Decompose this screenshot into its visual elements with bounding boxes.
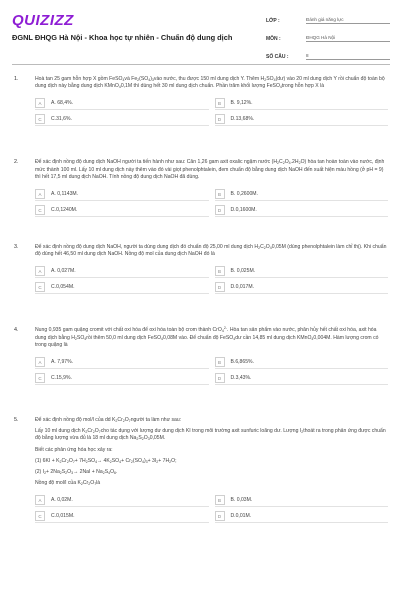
option-text: C.0,054M. xyxy=(51,283,75,290)
answer-option-b[interactable] xyxy=(215,188,389,201)
quizizz-logo: QUIZIZZ xyxy=(12,12,74,29)
option-letter-box: A xyxy=(35,189,45,199)
option-letter-box: D xyxy=(215,511,225,521)
option-letter-box: D xyxy=(215,205,225,215)
meta-value: 8 xyxy=(306,53,390,60)
option-letter-box: B xyxy=(215,495,225,505)
answer-options xyxy=(35,265,388,294)
meta-label: SỐ CÂU : xyxy=(266,54,289,60)
meta-value: ĐHQG Hà Nội xyxy=(306,35,390,42)
question-text: Hoà tan 25 gam hỗn hợp X gồm FeSO$_4$và $Fe_2(SO_4)_3vào$ nước, thu được 150 ml dung dịch Y. Thêm $H_2SO_4(dư)$ vào 20 ml dung dịch Y rồi chuẩn độ toàn bộ dung dịch này bằng dung dịch KMnO$_4$0,1M thì dùng hết 30 ml dung dịch chuẩn. Phần trăm khối lượng FeSO$_4$trong hỗn hợp X là xyxy=(35,76,385,90)
option-letter-box: A xyxy=(35,266,45,276)
option-letter-box: D xyxy=(215,373,225,383)
meta-row xyxy=(266,46,390,60)
option-letter-box: A xyxy=(35,357,45,367)
question-text: Nung 0,935 gam quặng cromit với chất oxi hóa để oxi hóa toàn bộ crom thành CrO$_4^{2-}$. Hòa tan sản phẩm vào nước, phân hủy hết chất oxi hóa, axit hóa dung dịch bằng $H_2SO_4rồi$ thêm 50,0 ml dung dịch FeSO$_4$0,08M vào. Để chuẩn độ FeSO$_4$dư cần 14,85 ml dung dịch KMnO$_4$0,004M. Hàm lượng crom có trong quặng là xyxy=(35,326,379,348)
question-list xyxy=(14,76,388,523)
answer-options xyxy=(35,494,388,523)
question-3 xyxy=(14,244,388,294)
meta-value: Đánh giá năng lực xyxy=(306,17,390,24)
question-5 xyxy=(14,417,388,523)
answer-option-b[interactable] xyxy=(215,265,389,278)
option-text: D.0,1600M. xyxy=(230,206,257,213)
answer-option-a[interactable] xyxy=(35,188,209,201)
answer-option-d[interactable] xyxy=(215,113,389,126)
question-number: 2. xyxy=(14,159,19,166)
option-text: D.3,43%. xyxy=(230,374,252,381)
option-text: B. 0,03M. xyxy=(230,496,253,503)
question-text: Để xác định nồng độ dung dịch NaOH, người ta dùng dung dịch đó chuẩn độ 25,00 ml dung dịch $H_2C_2O_40,05M$ (dùng phenolphtalein làm chỉ thị). Khi chuẩn độ dùng hết 46,50 ml dung dịch NaOH. Nồng độ mol của dung dịch NaOH đó là xyxy=(35,244,387,258)
page-title: ĐGNL ĐHQG Hà Nội - Khoa học tự nhiên - Chuẩn độ dung dịch xyxy=(12,33,233,42)
option-text: A. 68,4%. xyxy=(51,99,74,106)
question-text: Để xác định nồng độ dung dịch NaOH người ta tiến hành như sau: Cân 1,26 gam axit oxalic ngậm nước $(H_2C_2O_4.2H_2O)$ hòa tan hoàn toàn vào nước, định mức thành 100 ml. Lấy 10 ml dung dịch này thêm vào đó vài giọt phenolphtalein, đem chuẩn độ bằng dung dịch NaOH đến xuất hiện màu hồng (ở pH = 9) thì hết 17,5 ml dung dịch NaOH. Tính nồng độ dung dịch NaOH đã dùng. xyxy=(35,159,385,180)
answer-option-a[interactable] xyxy=(35,97,209,110)
answer-option-c[interactable] xyxy=(35,510,209,523)
question-text: Để xác định nồng độ mol/l của dd $K_2Cr_2O_7người$ ta làm như sau: Lấy 10 ml dung dịch $K_2Cr_2O_7cho$ tác dụng với lượng dư dung dịch KI trong môi trường axit sunfuric loãng dư. Lượng $I_2thoát$ ra trong phản ứng được chuẩn độ bằng lượng vừa đủ là 18 ml dung dịch $Na_2S_2O_30,05M$. Biết các phản ứng hóa học xảy ra: (1) $6KI + K_2Cr_2O_7+ 7H_2SO_4\to 4K_2SO_4+ Cr_2(SO_4)_3+ 3I_2+ 7H_2O$; (2) $I_2+ 2Na_2S_2O_3\to 2NaI + Na_2S_4O_6$. Nồng độ mol/l của $K_2Cr_2O_7là$ xyxy=(35,417,386,487)
answer-option-d[interactable] xyxy=(215,281,389,294)
option-text: D.0,01M. xyxy=(230,512,252,519)
meta-label: MÔN : xyxy=(266,36,281,42)
option-text: C.15,9%. xyxy=(51,374,72,381)
answer-option-a[interactable] xyxy=(35,494,209,507)
question-2 xyxy=(14,159,388,217)
option-text: A. 0,02M. xyxy=(51,496,73,503)
option-letter-box: C xyxy=(35,373,45,383)
meta-row xyxy=(266,10,390,24)
option-text: C.0,1240M. xyxy=(51,206,78,213)
option-text: A. 0,1143M. xyxy=(51,190,79,197)
meta-row xyxy=(266,28,390,42)
answer-option-c[interactable] xyxy=(35,281,209,294)
option-letter-box: A xyxy=(35,98,45,108)
option-letter-box: B xyxy=(215,357,225,367)
option-text: B. 0,025M. xyxy=(230,267,256,274)
option-text: A. 0,027M. xyxy=(51,267,76,274)
answer-option-c[interactable] xyxy=(35,372,209,385)
answer-options xyxy=(35,97,388,126)
answer-option-c[interactable] xyxy=(35,204,209,217)
question-number: 4. xyxy=(14,327,19,334)
answer-option-a[interactable] xyxy=(35,265,209,278)
answer-options xyxy=(35,356,388,385)
option-text: B. 9,12%. xyxy=(230,99,253,106)
question-number: 3. xyxy=(14,244,19,251)
option-letter-box: C xyxy=(35,114,45,124)
option-letter-box: C xyxy=(35,282,45,292)
answer-option-b[interactable] xyxy=(215,356,389,369)
option-text: A. 7,97%. xyxy=(51,358,74,365)
answer-option-a[interactable] xyxy=(35,356,209,369)
option-text: C.31,6%. xyxy=(51,115,72,122)
question-4 xyxy=(14,327,388,385)
header-divider xyxy=(12,64,390,65)
option-letter-box: D xyxy=(215,282,225,292)
option-text: C.0,015M. xyxy=(51,512,75,519)
meta-label: LỚP : xyxy=(266,18,280,24)
option-letter-box: A xyxy=(35,495,45,505)
option-text: B.6,865%. xyxy=(230,358,255,365)
worksheet-meta xyxy=(266,10,390,64)
option-letter-box: B xyxy=(215,266,225,276)
question-number: 1. xyxy=(14,76,19,82)
option-letter-box: B xyxy=(215,189,225,199)
answer-option-d[interactable] xyxy=(215,372,389,385)
question-number: 5. xyxy=(14,417,19,424)
answer-option-d[interactable] xyxy=(215,510,389,523)
option-letter-box: C xyxy=(35,511,45,521)
option-text: D.0,017M. xyxy=(230,283,254,290)
question-1 xyxy=(14,76,388,126)
option-letter-box: B xyxy=(215,98,225,108)
answer-option-d[interactable] xyxy=(215,204,389,217)
option-text: B. 0,2600M. xyxy=(230,190,258,197)
answer-option-b[interactable] xyxy=(215,494,389,507)
option-text: D.13,68%. xyxy=(230,115,255,122)
option-letter-box: C xyxy=(35,205,45,215)
answer-options xyxy=(35,188,388,217)
answer-option-b[interactable] xyxy=(215,97,389,110)
option-letter-box: D xyxy=(215,114,225,124)
answer-option-c[interactable] xyxy=(35,113,209,126)
